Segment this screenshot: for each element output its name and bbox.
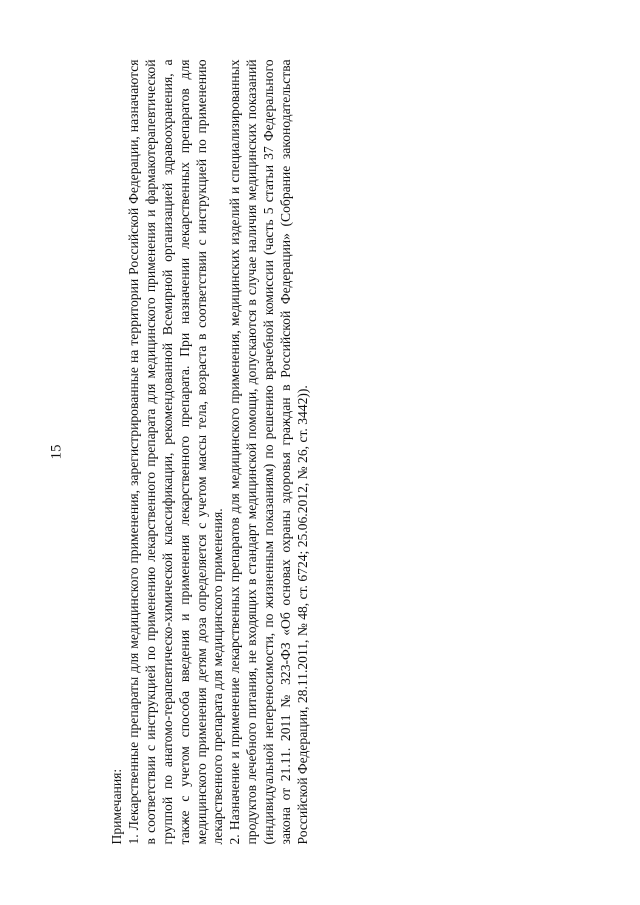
note-item-1: 1. Лекарственные препараты для медицинского применения, зарегистрированные на территории Российской Федерации, назначаются в соответствии с инструкцией по применению лекарственного препарата для медицинского применения и фармакотерапевтической группой по анатомо-терапевтическо-химической классификации, рекомендованной Всемирной организацией здравоохранения, а также с учетом способа введения и применения лекарственного препарата. При назначении лекарственных препаратов для медицинского применения детям доза определяется с учетом массы тела, возраста в соответствии с инструкцией по применению лекарственного препарата для медицинского применения.	[125, 59, 226, 845]
note-item-2: 2. Назначение и применение лекарственных препаратов для медицинского применения, медицинских изделий и специализированных продуктов лечебного питания, не входящих в стандарт медицинской помощи, допускаются в случае наличия медицинских показаний (индивидуальной непереносимости, по жизненным показаниям) по решению врачебной комиссии (часть 5 статьи 37 Федерального закона от 21.11. 2011 № 323-ФЗ «Об основах охраны здоровья граждан в Российской Федерации» (Собрание законодательства Российской Федерации, 28.11.2011, № 48, ст. 6724; 25.06.2012, № 26, ст. 3442)).	[227, 59, 310, 845]
notes-heading: Примечания:	[109, 768, 124, 845]
page-number: 15	[48, 444, 65, 460]
notes-section	[109, 60, 309, 845]
